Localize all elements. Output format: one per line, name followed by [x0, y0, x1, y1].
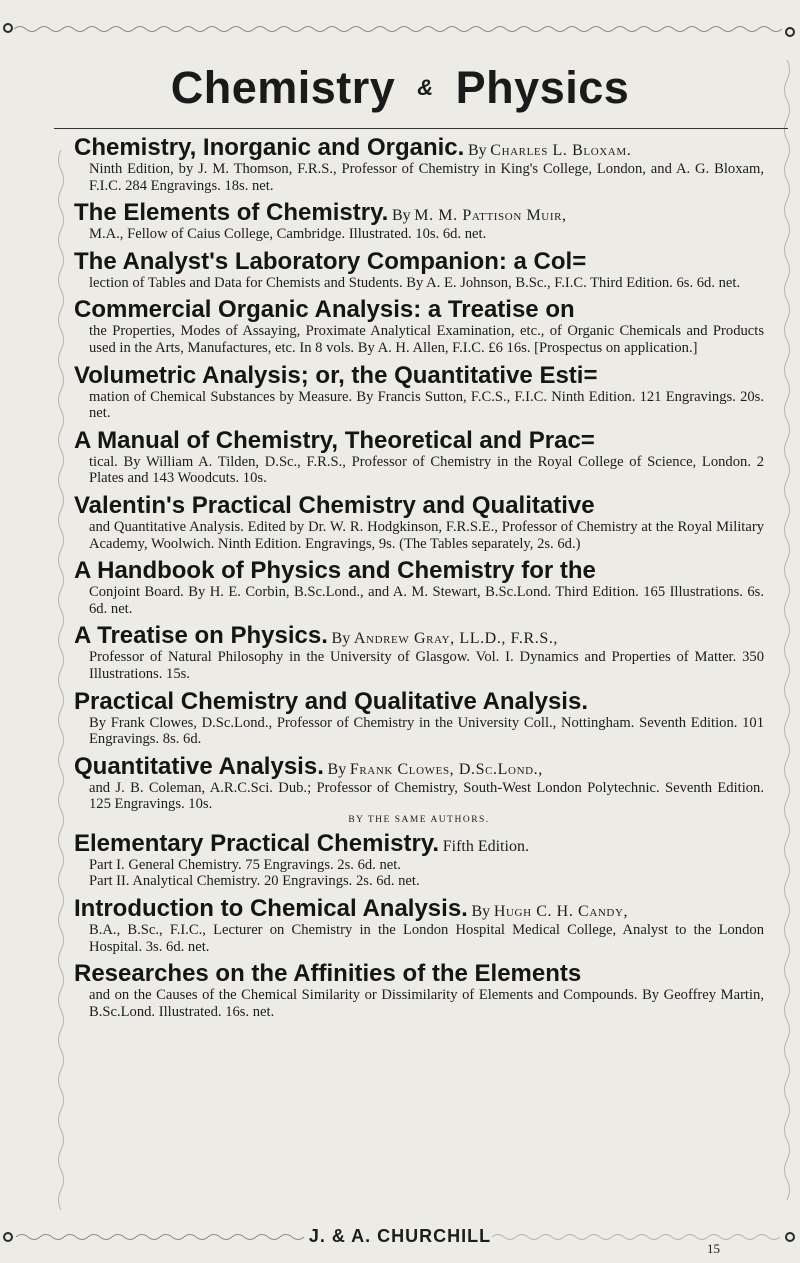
book-title: The Analyst's Laboratory Companion: a Col= — [74, 247, 587, 275]
book-lead: By — [327, 760, 347, 778]
book-title: Chemistry, Inorganic and Organic. — [74, 134, 465, 161]
list-item — [74, 689, 764, 748]
list-item — [74, 297, 764, 356]
list-item — [74, 493, 764, 552]
book-author: M. M. Pattison Muir, — [414, 207, 567, 225]
list-item — [74, 249, 764, 292]
same-authors-note: BY THE SAME AUTHORS. — [348, 814, 490, 825]
book-lead: By — [391, 207, 411, 225]
book-details: lection of Tables and Data for Chemists and Students. By A. E. Johnson, B.Sc., F.I.C. Third Edition. 6s. 6d. net. — [89, 274, 741, 291]
list-item — [74, 558, 764, 617]
book-details: Conjoint Board. By H. E. Corbin, B.Sc.Lond., and A. M. Stewart, B.Sc.Lond. Third Edition. 165 Illustrations. 6s. 6d. net. — [89, 584, 764, 617]
list-item — [74, 428, 764, 487]
top-wavy-border — [14, 23, 784, 33]
book-title: A Manual of Chemistry, Theoretical and Prac= — [74, 426, 595, 454]
book-title: A Handbook of Physics and Chemistry for the — [74, 557, 596, 585]
book-details: mation of Chemical Substances by Measure. By Francis Sutton, F.C.S., F.I.C. Ninth Edition. 121 Engravings. 20s. net. — [89, 388, 764, 422]
list-item — [74, 754, 764, 813]
list-item — [74, 896, 764, 955]
header-rule — [54, 128, 788, 129]
book-title: Valentin's Practical Chemistry and Qualitative — [74, 491, 595, 519]
publisher-name: J. & A. CHURCHILL — [308, 1226, 492, 1246]
book-title: The Elements of Chemistry. — [74, 199, 389, 227]
book-lead: By — [331, 630, 351, 648]
list-item — [74, 623, 764, 682]
book-lead: Fifth Edition. — [442, 837, 529, 855]
book-details: M.A., Fellow of Caius College, Cambridge. Illustrated. 10s. 6d. net. — [89, 226, 487, 243]
page-title — [0, 62, 800, 114]
book-details: and Quantitative Analysis. Edited by Dr. W. R. Hodgkinson, F.R.S.E., Professor of Chemistry at the Royal Military Academy, Woolwich. Ninth Edition. Engravings, 9s. (The Tables separately, 2s. 6d.) — [89, 518, 764, 552]
book-details: the Properties, Modes of Assaying, Proximate Analytical Examination, etc., of Organic Chemicals and Products used in the Arts, Manufactures, etc. In 8 vols. By A. H. Allen, F.I.C. £6 16s. [Prospectus on application.] — [89, 323, 764, 356]
list-item — [74, 135, 764, 194]
book-details: and on the Causes of the Chemical Similarity or Dissimilarity of Elements and Compounds. By Geoffrey Martin, B.Sc.Lond. Illustrated. 16s. net. — [89, 987, 764, 1020]
book-title: A Treatise on Physics. — [74, 622, 328, 650]
book-title: Practical Chemistry and Qualitative Analysis. — [74, 687, 588, 715]
list-item — [74, 831, 764, 890]
book-author: Andrew Gray, LL.D., F.R.S., — [353, 630, 559, 648]
page-number: 15 — [707, 1241, 720, 1256]
book-title: Elementary Practical Chemistry. — [74, 829, 440, 857]
book-lead: By — [471, 903, 491, 921]
book-title: Researches on the Affinities of the Elements — [74, 960, 582, 988]
book-details: By Frank Clowes, D.Sc.Lond., Professor of Chemistry in the University Coll., Nottingham. Seventh Edition. 101 Engravings. 8s. 6d. — [89, 714, 764, 748]
book-author: Charles L. Bloxam. — [490, 142, 632, 159]
catalogue-list — [74, 135, 764, 1026]
title-chemistry: Chemistry — [170, 62, 396, 113]
book-details: and J. B. Coleman, A.R.C.Sci. Dub.; Professor of Chemistry, South-West London Polytechnic. Seventh Edition. 125 Engravings. 10s. — [89, 779, 764, 813]
top-right-ring-ornament — [785, 27, 795, 37]
list-item — [74, 363, 764, 422]
book-details: Ninth Edition, by J. M. Thomson, F.R.S., Professor of Chemistry in King's College, London, and A. G. Bloxam, F.I.C. 284 Engravings. 18s. net. — [89, 161, 764, 194]
title-ampersand: & — [417, 75, 434, 100]
list-item — [74, 200, 764, 243]
top-left-ring-ornament — [3, 23, 13, 33]
list-item — [74, 961, 764, 1020]
book-details: Professor of Natural Philosophy in the University of Glasgow. Vol. I. Dynamics and Properties of Matter. 350 Illustrations. 15s. — [89, 649, 764, 682]
book-title: Volumetric Analysis; or, the Quantitative Esti= — [74, 361, 598, 389]
book-lead: By — [467, 142, 487, 159]
book-details: B.A., B.Sc., F.I.C., Lecturer on Chemistry in the London Hospital Medical College, Analyst to the London Hospital. 3s. 6d. net. — [89, 922, 764, 955]
book-part-1: Part I. General Chemistry. 75 Engravings. 2s. 6d. net. — [89, 856, 401, 873]
book-author: Hugh C. H. Candy, — [493, 903, 629, 921]
book-title: Commercial Organic Analysis: a Treatise on — [74, 296, 575, 324]
book-author: Frank Clowes, D.Sc.Lond., — [349, 760, 543, 778]
book-title: Quantitative Analysis. — [74, 752, 324, 780]
book-title: Introduction to Chemical Analysis. — [74, 895, 468, 923]
title-physics: Physics — [455, 62, 630, 113]
right-wavy-border — [782, 60, 792, 1220]
left-wavy-border — [56, 150, 66, 1220]
book-part-2: Part II. Analytical Chemistry. 20 Engravings. 2s. 6d. net. — [89, 873, 420, 890]
book-details: tical. By William A. Tilden, D.Sc., F.R.S., Professor of Chemistry in the Royal College of Science, London. 2 Plates and 143 Woodcuts. 10s. — [89, 453, 764, 487]
